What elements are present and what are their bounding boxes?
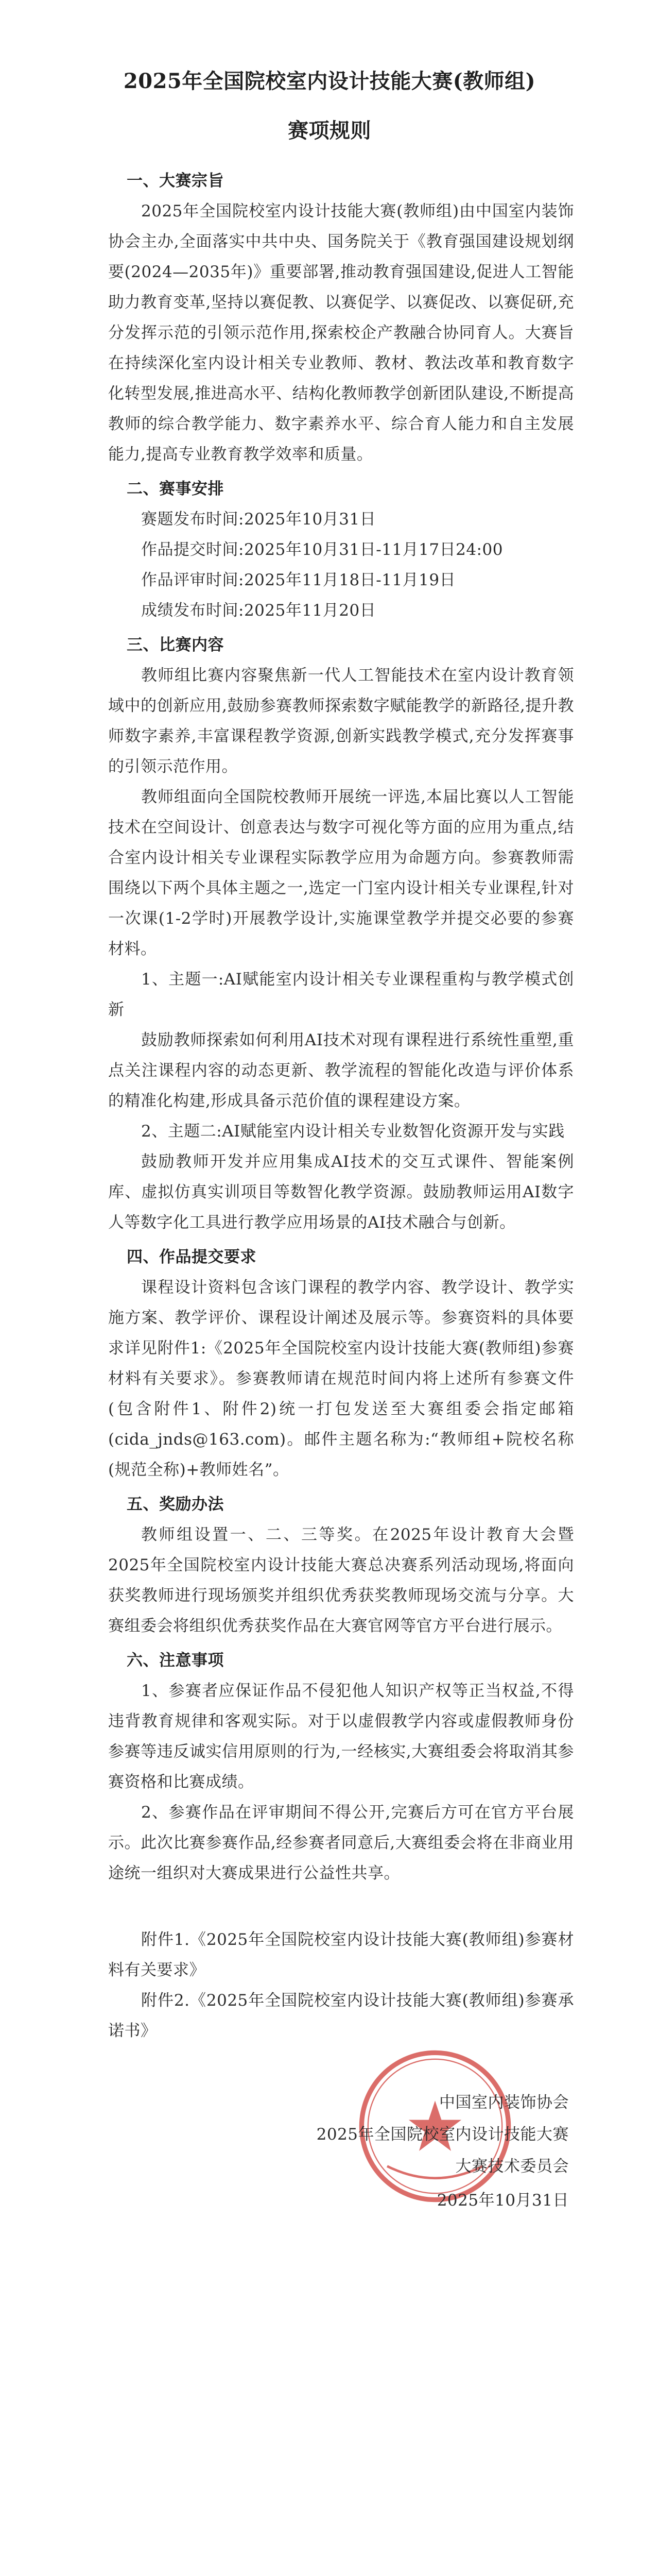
section-notes — [108, 1646, 574, 1889]
section-schedule — [108, 474, 574, 626]
section-purpose — [108, 166, 574, 470]
note-paragraph: 2、参赛作品在评审期间不得公开,完赛后方可在官方平台展示。此次比赛参赛作品,经参赛者同意后,大赛组委会将在非商业用途统一组织对大赛成果进行公益性共享。 — [108, 1803, 574, 1883]
signature-committee-line-1: 2025年全国院校室内设计技能大赛 — [316, 2125, 569, 2144]
attachment-item: 附件1.《2025年全国院校室内设计技能大赛(教师组)参赛材料有关要求》 — [108, 1930, 574, 1979]
signature-date: 2025年10月31日 — [437, 2191, 569, 2210]
title-line-2: 赛项规则 — [288, 118, 371, 143]
topic-2-title: 2、主题二:AI赋能室内设计相关专业数智化资源开发与实践 — [141, 1122, 565, 1141]
note-paragraph: 1、参赛者应保证作品不侵犯他人知识产权等正当权益,不得违背教育规律和客观实际。对于以虚假教学内容或虚假教师身份参赛等违反诚实信用原则的行为,一经核实,大赛组委会将取消其参赛资格和比赛成绩。 — [108, 1682, 574, 1791]
section-paragraph: 教师组面向全国院校教师开展统一评选,本届比赛以人工智能技术在空间设计、创意表达与数字可视化等方面的应用为重点,结合室内设计相关专业课程实际教学应用为命题方向。参赛教师需围绕以下两个具体主题之一,选定一门室内设计相关专业课程,针对一次课(1-2学时)开展教学设计,实施课堂教学并提交必要的参赛材料。 — [108, 788, 574, 958]
schedule-item: 赛题发布时间:2025年10月31日 — [141, 510, 376, 529]
schedule-item: 成绩发布时间:2025年11月20日 — [141, 601, 376, 620]
spacer — [108, 1889, 574, 1925]
section-submission — [108, 1242, 574, 1485]
topic-2-description: 鼓励教师开发并应用集成AI技术的交互式课件、智能案例库、虚拟仿真实训项目等数智化教学资源。鼓励教师运用AI数字人等数字化工具进行教学应用场景的AI技术融合与创新。 — [108, 1153, 574, 1232]
section-heading: 二、赛事安排 — [127, 480, 224, 498]
section-content — [108, 630, 574, 1238]
section-paragraph: 教师组比赛内容聚焦新一代人工智能技术在室内设计教育领域中的创新应用,鼓励参赛教师探索数字赋能教学的新路径,提升教师数字素养,丰富课程教学资源,创新实践教学模式,充分发挥赛事的引领示范作用。 — [108, 666, 574, 776]
topic-1-title: 1、主题一:AI赋能室内设计相关专业课程重构与教学模式创新 — [108, 970, 574, 1019]
section-paragraph: 2025年全国院校室内设计技能大赛(教师组)由中国室内装饰协会主办,全面落实中共中央、国务院关于《教育强国建设规划纲要(2024—2035年)》重要部署,推动教育强国建设,促进人工智能助力教育变革,坚持以赛促教、以赛促学、以赛促改、以赛促研,充分发挥示范的引领示范作用,探索校企产教融合协同育人。大赛旨在持续深化室内设计相关专业教师、教材、教法改革和教育数字化转型发展,推进高水平、结构化教师教学创新团队建设,不断提高教师的综合教学能力、数字素养水平、综合育人能力和自主发展能力,提高专业教育教学效率和质量。 — [108, 202, 574, 464]
schedule-list — [108, 504, 574, 626]
section-heading: 四、作品提交要求 — [127, 1248, 256, 1266]
schedule-item: 作品提交时间:2025年10月31日-11月17日24:00 — [141, 540, 503, 559]
attachment-item: 附件2.《2025年全国院校室内设计技能大赛(教师组)参赛承诺书》 — [108, 1991, 574, 2040]
section-awards — [108, 1489, 574, 1641]
signature-block — [108, 2088, 574, 2273]
section-heading: 六、注意事项 — [127, 1651, 224, 1670]
attachments-list — [108, 1925, 574, 2046]
section-heading: 五、奖励办法 — [127, 1495, 224, 1514]
section-heading: 一、大赛宗旨 — [127, 172, 224, 190]
signature-organization: 中国室内装饰协会 — [439, 2093, 569, 2112]
document-title — [108, 57, 574, 156]
section-paragraph: 课程设计资料包含该门课程的教学内容、教学设计、教学实施方案、教学评价、课程设计阐述及展示等。参赛资料的具体要求详见附件1:《2025年全国院校室内设计技能大赛(教师组)参赛材料有关要求》。参赛教师请在规范时间内将上述所有参赛文件(包含附件1、附件2)统一打包发送至大赛组委会指定邮箱(cida_jnds@163.com)。邮件主题名称为:“教师组+院校名称(规范全称)+教师姓名”。 — [108, 1278, 574, 1479]
schedule-item: 作品评审时间:2025年11月18日-11月19日 — [141, 571, 456, 589]
section-heading: 三、比赛内容 — [127, 636, 224, 654]
signature-committee-line-2: 大赛技术委员会 — [455, 2157, 569, 2176]
section-paragraph: 教师组设置一、二、三等奖。在2025年设计教育大会暨2025年全国院校室内设计技能大赛总决赛系列活动现场,将面向获奖教师进行现场颁奖并组织优秀获奖教师现场交流与分享。大赛组委会将组织优秀获奖作品在大赛官网等官方平台进行展示。 — [108, 1526, 574, 1635]
topic-1-description: 鼓励教师探索如何利用AI技术对现有课程进行系统性重塑,重点关注课程内容的动态更新、教学流程的智能化改造与评价体系的精准化构建,形成具备示范价值的课程建设方案。 — [108, 1031, 574, 1110]
title-line-1: 2025年全国院校室内设计技能大赛(教师组) — [123, 69, 536, 93]
